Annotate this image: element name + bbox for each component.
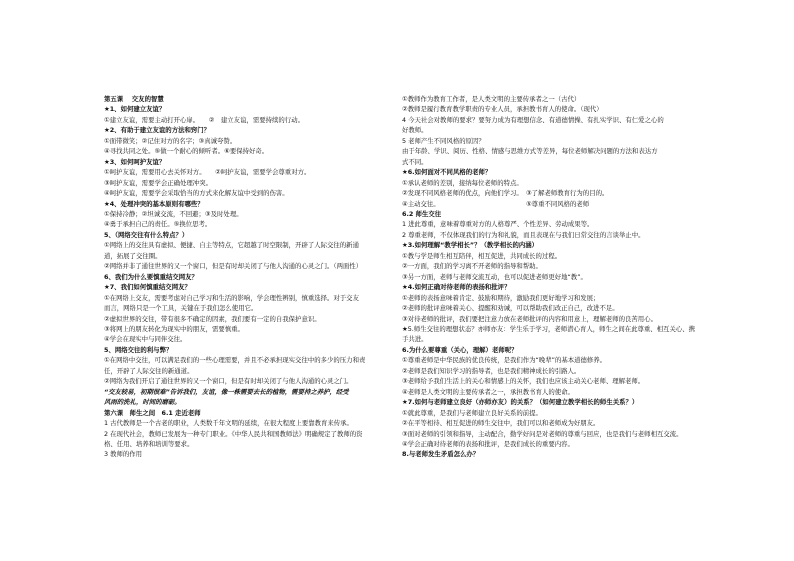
left-column: [104, 94, 394, 460]
right-column-line: 8.与老师发生矛盾怎么办？: [402, 450, 480, 459]
left-column-line: ①保持冷静；②坦诚交流，不回避；③及时处理。: [104, 209, 243, 218]
right-column-line: 5 老师产生不同风格的原因？: [402, 136, 485, 145]
right-column-line: 4 今天社会对教师的要求？要努力成为有理想信念、有道德情操、有扎实学识、有仁爱之心的: [402, 115, 664, 124]
left-column-line: ③呵护友谊，需要学会正确处理冲突。: [104, 178, 212, 187]
left-column-line: ②网络为我们开启了通往世界的又一个窗口，但是有时却关闭了与他人沟通的心灵之门。: [104, 377, 353, 386]
left-column-line: ①呵护友谊，需要用心去关怀对方。 ②呵护友谊，需要学会尊重对方。: [104, 168, 311, 177]
left-column-line: ★1、如何建立友谊？: [104, 105, 166, 114]
right-column: [402, 94, 710, 460]
right-column-line: ②发现不同风格老师的优点，向他们学习。 ③了解老师教育行为的目的。: [402, 189, 609, 198]
left-column-line: 而言，网络只是一个工具，关键在于我们怎么使用它。: [104, 304, 258, 313]
left-column-line: 第五课 交友的智慧: [104, 95, 164, 103]
left-column-line: 6、我们为什么要慎重结交网友？: [104, 272, 198, 281]
left-column-line: 道，拓展了交往圈。: [104, 251, 162, 260]
left-column-line: 1 古代教师是一个古老的职业，人类数千年文明的延续，在很大程度上要靠教育来传承。: [104, 419, 353, 428]
left-column-line: ①建立友谊，需要主动打开心扉。 ② 建立友谊，需要持续的行动。: [104, 115, 304, 124]
right-column-line: ①就此尊重，是我们与老师建立良好关系的前提。: [402, 408, 542, 417]
left-column-line: ①网络上的交往具有虚拟、便捷、自主等特点，它超越了时空限制，开辟了人际交往的新通: [104, 241, 359, 250]
right-column-line: 2 尊重老师，不仅体现我们的行为和礼貌，而且表现在与我们日常交往的言谈举止中。: [402, 230, 645, 239]
right-column-line: ★3.如何理解“教学相长”？（教学相长的内涵）: [402, 241, 539, 250]
left-column-line: ★4、处理冲突的基本原则有哪些？: [104, 199, 204, 208]
left-column-line: ①在网络上交友，需要考虑对自己学习和生活的影响，学会理性辨别，慎重选择。对于交友: [104, 293, 359, 302]
right-column-line: 式不同。: [402, 157, 428, 166]
right-column-line: ②在平等相待、相互促进的师生交往中，我们可以和老师成为好朋友。: [402, 419, 600, 428]
right-column-line: 6.为什么要尊重（关心，理解）老师呢？: [402, 345, 518, 354]
right-column-line: ★5.师生交往的理想状态？亦师亦友：学生乐于学习，老师潜心育人，师生之间在此尊重、相互关心、携: [402, 324, 696, 333]
left-column-line: ④学会在现实中与同伴交往。: [104, 335, 187, 344]
left-column-line: 2 在现代社会，教师已发展为一种专门职业。《中华人民共和国教师法》明确规定了教师的资: [104, 429, 363, 438]
right-column-line: ①教与学是师生相互陪伴，相互促进，共同成长的过程。: [402, 251, 562, 260]
right-column-line: ③面对老师的引领和指导，主动配合，勤学好问是对老师的尊重与回应，也是我们与老师相互交流。: [402, 429, 683, 438]
left-column-line: 第六课 师生之间 6.1 走近老师: [104, 408, 201, 417]
right-column-line: 由于年龄、学识、阅历、性格、情感与思维方式等差异，每位老师解决问题的方法和表达方: [402, 147, 658, 156]
left-column-line: ②虚拟世界的交往，带有很多不确定的因素，我们要有一定的自我保护意识。: [104, 314, 321, 323]
left-column-line: ①面带微笑；②记住对方的名字；③真诚夸赞。: [104, 136, 237, 145]
right-column-line: ①老师的表扬意味着肯定、鼓励和期待，激励我们更好地学习和发展；: [402, 293, 600, 302]
left-column-line: ②网络并非了通往世界的又一个窗口，但是有时却关闭了与他人沟通的心灵之门。（两面性）: [104, 262, 363, 271]
left-column-line: ③将网上的朋友转化为现实中的朋友，需要慎重。: [104, 324, 244, 333]
right-column-line: ①尊重老师是中华民族的优良传统，是我们作为“晚辈”的基本道德修养。: [402, 356, 607, 365]
left-column-line: ④勇于承担自己的责任。⑤换位思考。: [104, 220, 212, 229]
right-column-line: ②老师是我们知识学习的指导者，也是我们精神成长的引路人。: [402, 366, 581, 375]
right-column-line: ★7.如何与老师建立良好（亦师亦友）的关系？（如何建立教学相长的师生关系？）: [402, 398, 639, 407]
left-column-line: 格、任用、培养和培训等要求。: [104, 439, 194, 448]
right-column-line: ①承认老师的差别，接纳每位老师的特点。: [402, 178, 523, 187]
right-column-line: ★6.如何面对不同风格的老师？: [402, 168, 492, 177]
right-column-line: ④主动交往。 ⑤尊重不同风格的老师: [402, 199, 590, 208]
left-column-line: ④呵护友谊，需要学会采取恰当的方式来化解友谊中受到的伤害。: [104, 189, 289, 198]
right-column-line: 1 进此尊重，意味着尊重对方的人格尊严、个性差异、劳动成果等。: [402, 220, 594, 229]
right-column-line: ①教师作为教育工作者，是人类文明的主要传承者之一（古代）: [402, 95, 581, 103]
left-column-line: ①在网络中交往，可以满足我们的一些心理需要，并且不必承担现实交往中的多少的压力和责: [104, 356, 366, 365]
right-column-line: ②教师是履行教育教学职责的专业人员，承担教书育人的使命。（现代）: [402, 105, 603, 114]
left-column-line: ★7、我们如何慎重结交网友？: [104, 283, 191, 292]
right-column-line: 手共进。: [402, 335, 428, 344]
right-column-line: ③老师给予我们生活上的关心和情感上的关怀，我们也应该主动关心老师、理解老师。: [402, 377, 645, 386]
left-column-line: 任，开辟了人际交往的新通道。: [104, 366, 194, 375]
left-column-line: 风雨的洗礼，时间的磨砺。: [104, 398, 181, 407]
right-column-line: ②一方面，我们的学习离不开老师的指导和帮助。: [402, 262, 542, 271]
left-column-line: ★2、有助于建立友谊的方法和窍门？: [104, 126, 211, 135]
right-column-line: ④学会正确对待老师的表扬和批评，是我们成长的重要内容。: [402, 439, 574, 448]
right-column-line: ③另一方面，老师与老师交流互动，也可以促进老师更好地“教”。: [402, 272, 587, 281]
right-column-line: ②老师的批评意味着关心、提醒和劝诫，可以帮助我们改正自己，改进不足。: [402, 304, 619, 313]
right-column-line: ④老师是人类文明的主要传承者之一，承担教书育人的使命。: [402, 387, 574, 396]
right-column-line: ③对待老师的批评，我们要把注意力放在老师批评的内容和用意上，理解老师的良苦用心。: [402, 314, 657, 323]
left-column-line: 5、（网络交往有什么特点？）: [104, 230, 189, 239]
left-column-line: 3 教师的作用: [104, 450, 143, 459]
left-column-line: ④寻找共同之处。⑤做一个耐心的倾听者。⑥要保持好奇。: [104, 147, 269, 156]
left-column-line: 5、网络交往的利与弊？: [104, 345, 173, 354]
right-column-line: ★4.如何正确对待老师的表扬和批评？: [402, 283, 511, 292]
left-column-line: ★3、如何呵护友谊？: [104, 157, 166, 166]
left-column-line: “交友较易，初期很难”告诉我们，友谊，像一株需要去长的植物，需要持之养护，经受: [104, 387, 349, 396]
right-column-line: 好教师。: [402, 126, 428, 135]
right-column-line: 6.2 师生交往: [402, 209, 442, 218]
